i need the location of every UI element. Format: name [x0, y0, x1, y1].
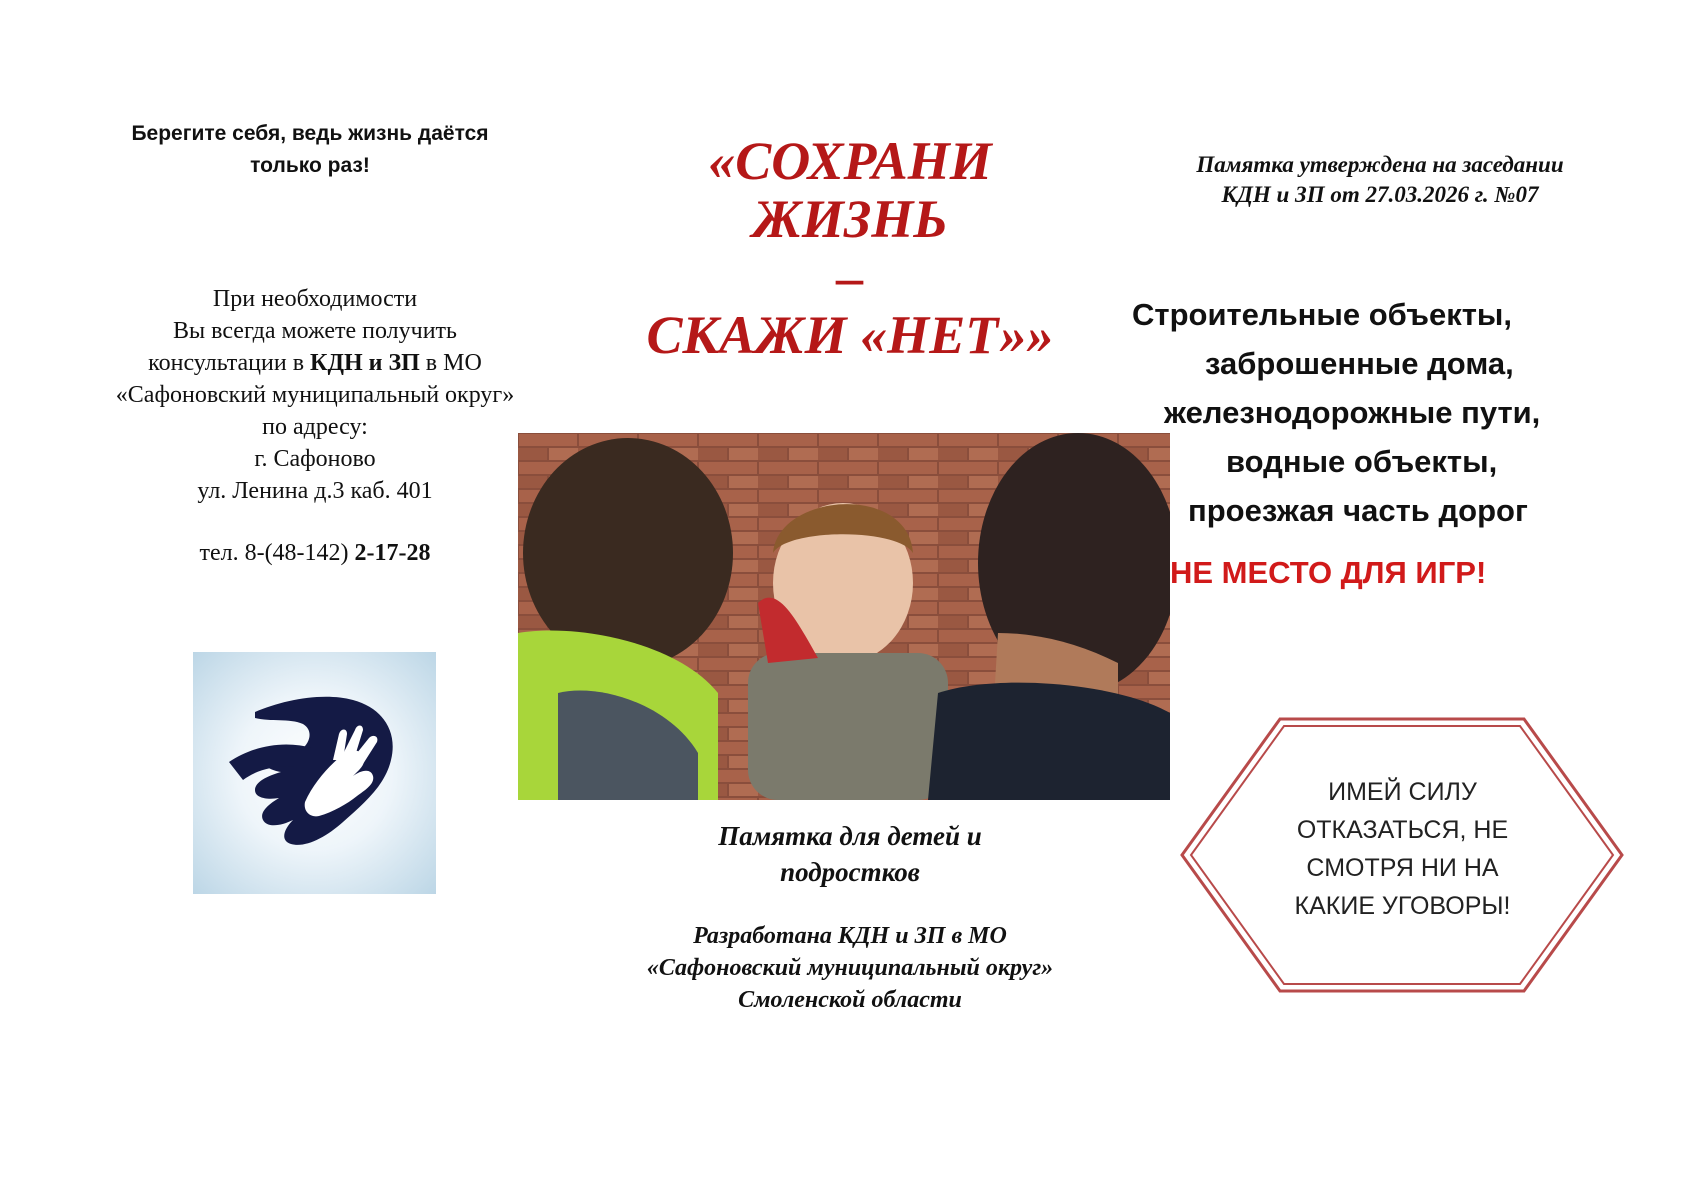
warning-text: НЕ МЕСТО ДЛЯ ИГР!	[1170, 555, 1487, 590]
contact-line-3	[75, 347, 555, 379]
developer-line-3: Смоленской области	[738, 987, 962, 1013]
photo-illustration	[518, 433, 1170, 800]
motto-line-1: Берегите себя, ведь жизнь даётся	[131, 122, 489, 145]
bullying-photo	[518, 433, 1170, 800]
motto-line-2: только раз!	[250, 154, 370, 177]
developer-info	[580, 920, 1120, 1016]
contact-line-3-suffix: в МО	[419, 350, 482, 376]
developer-line-2: «Сафоновский муниципальный округ»	[646, 955, 1054, 981]
title-line-1: «СОХРАНИ	[708, 131, 992, 191]
helping-hands-logo	[193, 652, 436, 894]
place-item: заброшенные дома,	[1205, 346, 1514, 381]
title-line-2: ЖИЗНЬ	[752, 189, 948, 249]
hex-line-1: ИМЕЙ СИЛУ	[1328, 778, 1477, 806]
subtitle-line-2: подростков	[780, 857, 920, 887]
contact-block	[75, 283, 555, 507]
contact-line-7: ул. Ленина д.3 каб. 401	[197, 478, 433, 504]
motto-text	[90, 118, 530, 182]
hex-line-4: КАКИЕ УГОВОРЫ!	[1294, 892, 1511, 920]
approval-line-1: Памятка утверждена на заседании	[1196, 152, 1564, 177]
place-item: Строительные объекты,	[1132, 297, 1513, 332]
contact-line-3-bold: КДН и ЗП	[310, 350, 420, 376]
phone-prefix: тел. 8-(48-142)	[199, 540, 355, 566]
main-title	[600, 132, 1100, 364]
contact-line-2: Вы всегда можете получить	[173, 318, 457, 344]
hexagon-message	[1250, 773, 1555, 925]
hex-line-2: ОТКАЗАТЬСЯ, НЕ	[1296, 816, 1509, 844]
phone-number: 2-17-28	[354, 540, 431, 566]
developer-line-1: Разработана КДН и ЗП в МО	[693, 923, 1007, 949]
helping-hands-icon	[193, 652, 436, 894]
contact-line-5: по адресу:	[262, 414, 368, 440]
hex-line-3: СМОТРЯ НИ НА	[1306, 854, 1499, 882]
title-line-3: –	[836, 247, 864, 307]
subtitle	[600, 818, 1100, 890]
place-item: водные объекты,	[1226, 444, 1498, 479]
place-item: железнодорожные пути,	[1164, 395, 1541, 430]
place-item: проезжая часть дорог	[1188, 493, 1528, 528]
contact-line-4: «Сафоновский муниципальный округ»	[115, 382, 515, 408]
contact-line-1: При необходимости	[212, 286, 418, 312]
subtitle-line-1: Памятка для детей и	[718, 821, 982, 851]
phone-line	[75, 537, 555, 569]
contact-line-6: г. Сафоново	[254, 446, 376, 472]
title-line-4: СКАЖИ «НЕТ»»	[646, 305, 1054, 365]
contact-line-3-prefix: консультации в	[148, 350, 311, 376]
approval-note	[1140, 150, 1620, 210]
dangerous-places-list	[1128, 290, 1648, 535]
approval-line-2: КДН и ЗП от 27.03.2026 г. №07	[1221, 182, 1539, 207]
